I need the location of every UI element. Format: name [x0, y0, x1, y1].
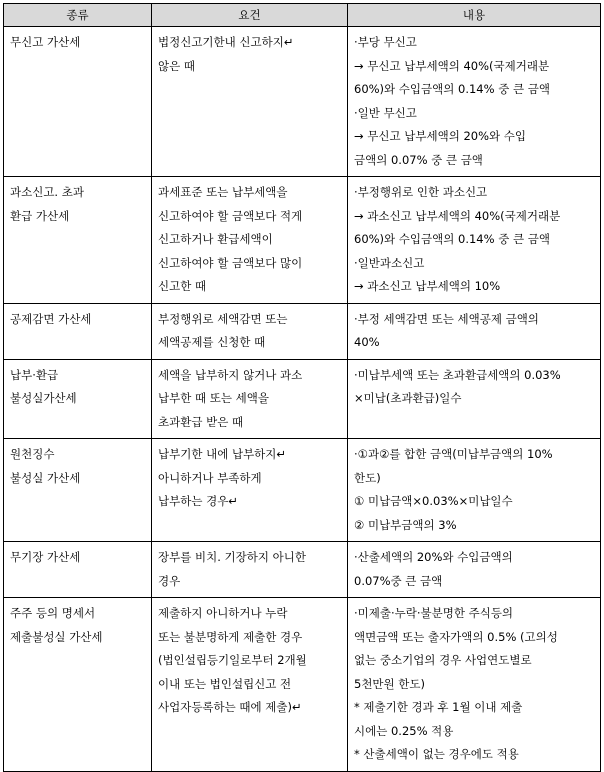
- cell-line: 법정신고기한내 신고하지↵: [158, 35, 294, 49]
- cell-line: 환급 가산세: [10, 208, 70, 223]
- kind-cell: [4, 303, 152, 359]
- cell-line: (법인설립등기일로부터 2개월: [158, 653, 307, 667]
- cell-line: ×미납(초과환급)일수: [354, 391, 462, 405]
- table-row: [4, 359, 601, 439]
- header-kind: 종류: [4, 4, 152, 27]
- content-cell: [348, 542, 601, 598]
- kind-cell: [4, 177, 152, 304]
- cell-line: 액면금액 또는 출자가액의 0.5% (고의성: [354, 629, 558, 644]
- cell-line: 공제감면 가산세: [10, 311, 92, 326]
- requirement-cell: [152, 177, 348, 304]
- cell-line: * 제출기한 경과 후 1월 이내 제출: [354, 700, 523, 714]
- cell-line: 과소신고. 초과: [10, 185, 84, 199]
- cell-line: 불성실 가산세: [10, 470, 81, 485]
- cell-line: 60%)와 수입금액의 0.14% 중 큰 금액: [354, 82, 550, 96]
- cell-line: 과세표준 또는 납부세액을: [158, 185, 288, 199]
- requirement-cell: [152, 439, 348, 542]
- header-content: 내용: [348, 4, 601, 27]
- cell-line: 시에는 0.25% 적용: [354, 723, 454, 738]
- cell-line: 원천징수: [10, 447, 55, 461]
- cell-line: 세액공제를 신청한 때: [158, 335, 266, 349]
- kind-cell: [4, 359, 152, 439]
- content-cell: [348, 359, 601, 439]
- table-row: [4, 27, 601, 177]
- cell-line: 납부기한 내에 납부하지↵: [158, 447, 287, 461]
- cell-line: ·산출세액의 20%와 수입금액의: [354, 550, 513, 564]
- cell-line: 0.07%중 큰 금액: [354, 573, 443, 588]
- content-cell: [348, 303, 601, 359]
- content-cell: [348, 27, 601, 177]
- table-row: [4, 542, 601, 598]
- cell-line: 아니하거나 부족하게: [158, 470, 262, 485]
- cell-line: 한도): [354, 470, 381, 485]
- table-row: [4, 303, 601, 359]
- cell-line: 경우: [158, 573, 181, 588]
- cell-line: 금액의 0.07% 중 큰 금액: [354, 152, 483, 167]
- cell-line: 60%)와 수입금액의 0.14% 중 큰 금액: [354, 232, 550, 246]
- table-row: [4, 598, 601, 772]
- cell-line: → 무신고 납부세액의 40%(국제거래분: [354, 58, 550, 73]
- cell-line: → 무신고 납부세액의 20%와 수입: [354, 129, 527, 143]
- cell-line: 이내 또는 법인설립신고 전: [158, 676, 292, 691]
- cell-line: 없는 중소기업의 경우 사업연도별로: [354, 653, 532, 667]
- kind-cell: [4, 27, 152, 177]
- kind-cell: [4, 542, 152, 598]
- table-body: [4, 27, 601, 772]
- header-requirement: 요건: [152, 4, 348, 27]
- cell-line: 5천만원 한도): [354, 676, 426, 691]
- cell-line: 불성실가산세: [10, 391, 77, 405]
- content-cell: [348, 598, 601, 772]
- cell-line: 장부를 비치. 기장하지 아니한: [158, 550, 306, 564]
- cell-line: 않은 때: [158, 58, 195, 73]
- cell-line: 40%: [354, 335, 380, 349]
- cell-line: 주주 등의 명세서: [10, 606, 96, 620]
- cell-line: 무신고 가산세: [10, 35, 81, 49]
- kind-cell: [4, 439, 152, 542]
- cell-line: → 과소신고 납부세액의 40%(국제거래분: [354, 208, 561, 223]
- cell-line: ① 미납금액×0.03%×미납일수: [354, 494, 513, 508]
- cell-line: ② 미납부금액의 3%: [354, 517, 457, 532]
- cell-line: 신고하거나 환급세액이: [158, 232, 273, 246]
- content-cell: [348, 439, 601, 542]
- cell-line: 신고하여야 할 금액보다 적게: [158, 208, 303, 223]
- cell-line: 신고하여야 할 금액보다 많이: [158, 255, 303, 270]
- cell-line: ·미제출·누락·불분명한 주식등의: [354, 606, 514, 620]
- kind-cell: [4, 598, 152, 772]
- cell-line: 초과환급 받은 때: [158, 414, 244, 429]
- cell-line: 납부한 때 또는 세액을: [158, 391, 269, 405]
- cell-line: ·일반과소신고: [354, 255, 425, 270]
- table-row: [4, 439, 601, 542]
- cell-line: ·부정 세액감면 또는 세액공제 금액의: [354, 311, 539, 326]
- cell-line: → 과소신고 납부세액의 10%: [354, 279, 501, 293]
- table-row: [4, 177, 601, 304]
- cell-line: ·부당 무신고: [354, 35, 417, 49]
- cell-line: 세액을 납부하지 않거나 과소: [158, 367, 303, 382]
- requirement-cell: [152, 27, 348, 177]
- cell-line: 부정행위로 세액감면 또는: [158, 311, 288, 326]
- requirement-cell: [152, 359, 348, 439]
- cell-line: 제출불성실 가산세: [10, 629, 103, 644]
- cell-line: 신고한 때: [158, 279, 207, 293]
- cell-line: 납부하는 경우↵: [158, 494, 238, 508]
- cell-line: 제출하지 아니하거나 누락: [158, 606, 288, 620]
- cell-line: * 산출세액이 없는 경우에도 적용: [354, 747, 519, 761]
- cell-line: 사업자등록하는 때에 제출)↵: [158, 700, 302, 714]
- requirement-cell: [152, 598, 348, 772]
- cell-line: 무기장 가산세: [10, 550, 81, 564]
- cell-line: ·부정행위로 인한 과소신고: [354, 185, 488, 199]
- requirement-cell: [152, 303, 348, 359]
- header-row: [4, 4, 601, 27]
- table-header: [4, 4, 601, 27]
- cell-line: ·미납부세액 또는 초과환급세액의 0.03%: [354, 367, 561, 382]
- requirement-cell: [152, 542, 348, 598]
- tax-penalty-table: [3, 3, 601, 772]
- content-cell: [348, 177, 601, 304]
- cell-line: ·①과②를 합한 금액(미납부금액의 10%: [354, 447, 553, 461]
- cell-line: ·일반 무신고: [354, 105, 417, 120]
- cell-line: 또는 불분명하게 제출한 경우: [158, 629, 303, 644]
- cell-line: 납부·환급: [10, 367, 59, 382]
